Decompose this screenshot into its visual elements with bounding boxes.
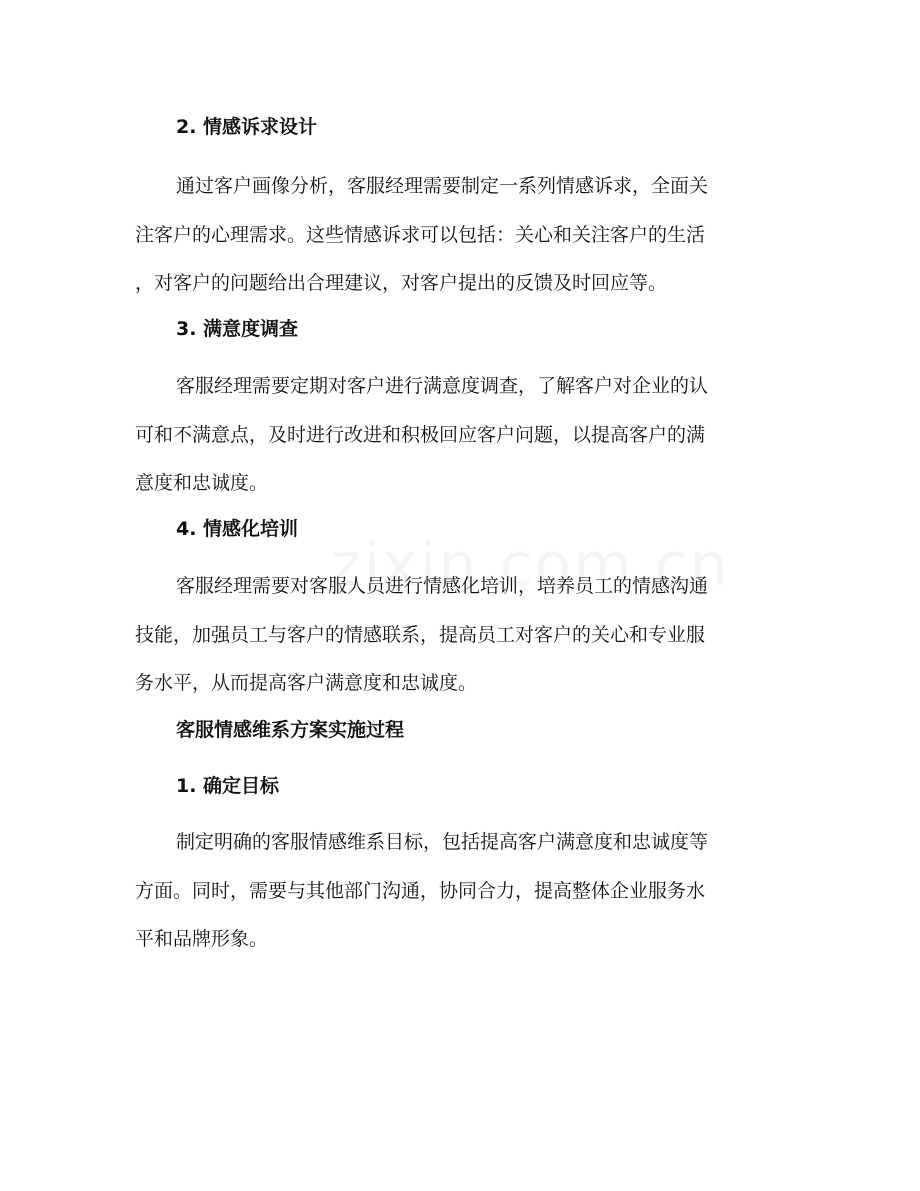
paragraph-line: 制定明确的客服情感维系目标，包括提高客户满意度和忠诚度等	[176, 831, 709, 853]
paragraph-emotional-training	[135, 562, 775, 708]
section-heading-satisfaction-survey: 3. 满意度调查	[176, 318, 299, 340]
paragraph-line: 客服经理需要对客服人员进行情感化培训，培养员工的情感沟通	[176, 575, 709, 597]
paragraph-satisfaction-survey	[135, 362, 775, 508]
section-heading-implementation-process: 客服情感维系方案实施过程	[176, 719, 405, 741]
paragraph-line: ，对客户的问题给出合理建议，对客户提出的反馈及时回应等。	[135, 272, 668, 294]
paragraph-line: 平和品牌形象。	[135, 928, 269, 950]
paragraph-emotional-appeal	[135, 162, 775, 308]
paragraph-line: 技能，加强员工与客户的情感联系，提高员工对客户的关心和专业服	[135, 623, 706, 646]
paragraph-determine-goals	[135, 818, 775, 964]
section-heading-determine-goals: 1. 确定目标	[176, 775, 280, 797]
paragraph-line: 方面。同时，需要与其他部门沟通，协同合力，提高整体企业服务水	[135, 879, 706, 902]
section-heading-emotional-appeal: 2. 情感诉求设计	[176, 116, 318, 138]
paragraph-line: 通过客户画像分析，客服经理需要制定一系列情感诉求，全面关	[176, 175, 709, 197]
paragraph-line: 注客户的心理需求。这些情感诉求可以包括：关心和关注客户的生活	[135, 223, 706, 246]
paragraph-line: 意度和忠诚度。	[135, 472, 269, 494]
section-heading-emotional-training: 4. 情感化培训	[176, 518, 299, 540]
paragraph-line: 务水平，从而提高客户满意度和忠诚度。	[135, 672, 478, 694]
paragraph-line: 客服经理需要定期对客户进行满意度调查，了解客户对企业的认	[176, 375, 709, 397]
paragraph-line: 可和不满意点，及时进行改进和积极回应客户问题，以提高客户的满	[135, 423, 706, 446]
